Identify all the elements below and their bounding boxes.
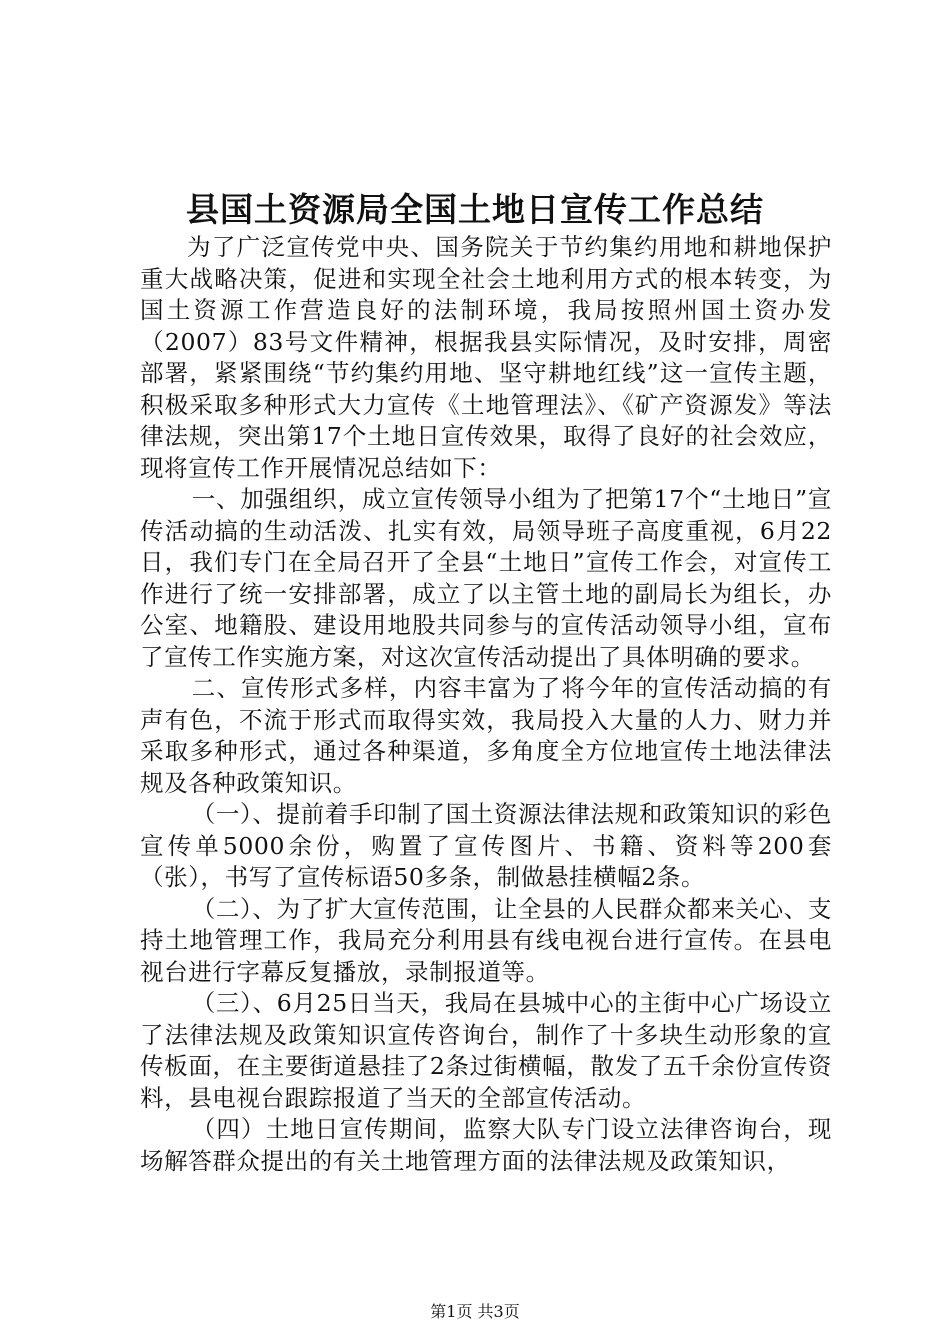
paragraph-section-1: 一、加强组织，成立宣传领导小组为了把第17个“土地日”宣传活动搞的生动活泼、扎实有效，局领导班子高度重视，6月22日，我们专门在全局召开了全县“土地日”宣传工作会，对宣传工作进行了统一安排部署，成立了以主管土地的副局长为组长，办公室、地籍股、建设用地股共同参与的宣传活动领导小组，宣布了宣传工作实施方案，对这次宣传活动提出了具体明确的要求。 — [140, 485, 832, 671]
paragraph-section-2: 二、宣传形式多样，内容丰富为了将今年的宣传活动搞的有声有色，不流于形式而取得实效，我局投入大量的人力、财力并采取多种形式，通过各种渠道，多角度全方位地宣传土地法律法规及各种政策知识。 — [140, 674, 832, 797]
document-body — [140, 232, 832, 1177]
page-footer: 第1页 共3页 — [430, 1302, 520, 1321]
paragraph-item-3: （三）、6月25日当天，我局在县城中心的主街中心广场设立了法律法规及政策知识宣传咨询台，制作了十多块生动形象的宣传板面，在主要街道悬挂了2条过街横幅，散发了五千余份宣传资料，县电视台跟踪报道了当天的全部宣传活动。 — [140, 989, 832, 1112]
paragraph-item-1: （一）、提前着手印制了国土资源法律法规和政策知识的彩色宣传单5000余份，购置了宣传图片、书籍、资料等200套（张），书写了宣传标语50多条，制做悬挂横幅2条。 — [140, 800, 832, 891]
document-title: 县国土资源局全国土地日宣传工作总结 — [186, 190, 764, 229]
paragraph-item-2: （二）、为了扩大宣传范围，让全县的人民群众都来关心、支持土地管理工作，我局充分利用县有线电视台进行宣传。在县电视台进行字幕反复播放，录制报道等。 — [140, 894, 832, 986]
paragraph-intro: 为了广泛宣传党中央、国务院关于节约集约用地和耕地保护重大战略决策，促进和实现全社会土地利用方式的根本转变，为国土资源工作营造良好的法制环境，我局按照州国土资办发（2007）83号文件精神，根据我县实际情况，及时安排，周密部署，紧紧围绕“节约集约用地、坚守耕地红线”这一宣传主题，积极采取多种形式大力宣传《土地管理法》、《矿产资源发》等法律法规，突出第17个土地日宣传效果，取得了良好的社会效应，现将宣传工作开展情况总结如下： — [140, 233, 832, 482]
paragraph-item-4: （四）土地日宣传期间，监察大队专门设立法律咨询台，现场解答群众提出的有关土地管理方面的法律法规及政策知识， — [140, 1115, 832, 1175]
